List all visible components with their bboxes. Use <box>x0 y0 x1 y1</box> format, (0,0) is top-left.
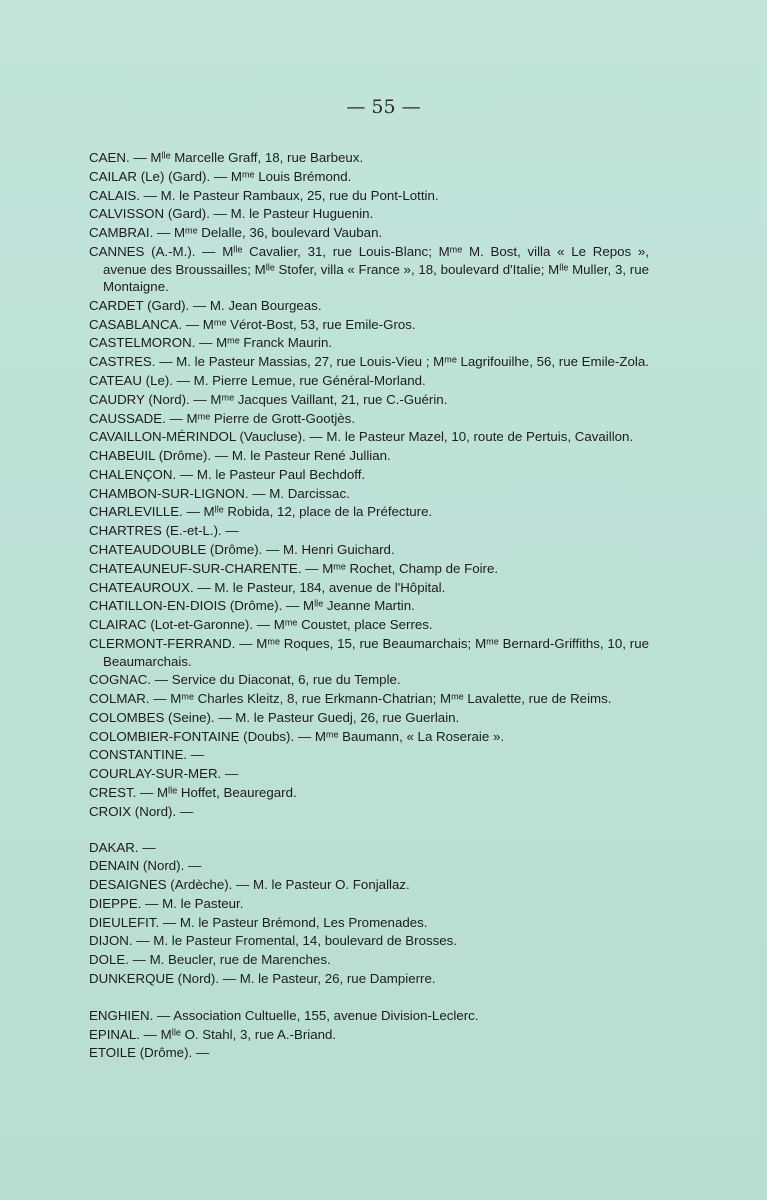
directory-entry: CAILAR (Le) (Gard). — Mᵐᵉ Louis Brémond. <box>89 168 352 184</box>
directory-entry: CONSTANTINE. — <box>89 747 204 763</box>
directory-entry: COLOMBIER-FONTAINE (Doubs). — Mᵐᵉ Baumann, « La Roseraie ». <box>89 728 505 744</box>
directory-entry: COLMAR. — Mᵐᵉ Charles Kleitz, 8, rue Erkmann-Chatrian; Mᵐᵉ Lavalette, rue de Reims. <box>89 691 612 707</box>
directory-entry: CASABLANCA. — Mᵐᵉ Vérot-Bost, 53, rue Emile-Gros. <box>89 316 416 332</box>
directory-entry: DIEPPE. — M. le Pasteur. <box>89 895 244 911</box>
directory-entry: EPINAL. — Mˡˡᵉ O. Stahl, 3, rue A.-Briand. <box>89 1026 337 1042</box>
directory-entry: CAUSSADE. — Mᵐᵉ Pierre de Grott-Gootjès. <box>89 410 356 426</box>
directory-entry: DENAIN (Nord). — <box>89 858 202 874</box>
directory-entry: DUNKERQUE (Nord). — M. le Pasteur, 26, rue Dampierre. <box>89 971 436 987</box>
directory-entry: CHATILLON-EN-DIOIS (Drôme). — Mˡˡᵉ Jeanne Martin. <box>89 598 415 614</box>
directory-entry: CREST. — Mˡˡᵉ Hoffet, Beauregard. <box>89 785 297 800</box>
directory-entry: CASTRES. — M. le Pasteur Massias, 27, rue Louis-Vieu ; Mᵐᵉ Lagrifouilhe, 56, rue Emile-Zola. <box>89 354 649 370</box>
directory-entry: CHALENÇON. — M. le Pasteur Paul Bechdoff. <box>89 466 366 482</box>
page-number: — 55 — <box>346 96 421 118</box>
directory-entry: COGNAC. — Service du Diaconat, 6, rue du Temple. <box>89 672 401 688</box>
directory-entry: CAUDRY (Nord). — Mᵐᵉ Jacques Vaillant, 21, rue C.-Guérin. <box>89 391 448 407</box>
directory-entry: CROIX (Nord). — <box>89 803 194 819</box>
directory-entry: CLERMONT-FERRAND. — Mᵐᵉ Roques, 15, rue Beaumarchais; Mᵐᵉ Bernard-Griffiths, 10, rue Beaumarchais. <box>89 635 649 669</box>
section-spacer <box>89 989 649 1007</box>
directory-entry: DOLE. — M. Beucler, rue de Marenches. <box>89 952 331 968</box>
directory-entry: CALVISSON (Gard). — M. le Pasteur Huguenin. <box>89 206 374 222</box>
directory-entry: COLOMBES (Seine). — M. le Pasteur Guedj, 26, rue Guerlain. <box>89 709 460 725</box>
section-spacer <box>89 822 649 839</box>
directory-entry: CAMBRAI. — Mᵐᵉ Delalle, 36, boulevard Vauban. <box>89 225 383 241</box>
directory-entry: COURLAY-SUR-MER. — <box>89 766 239 782</box>
directory-entry: CHATEAUROUX. — M. le Pasteur, 184, avenue de l'Hôpital. <box>89 579 446 595</box>
directory-entry: DIEULEFIT. — M. le Pasteur Brémond, Les Promenades. <box>89 914 428 930</box>
directory-entry: CHAMBON-SUR-LIGNON. — M. Darcissac. <box>89 485 350 501</box>
directory-entry: CATEAU (Le). — M. Pierre Lemue, rue Général-Morland. <box>89 373 426 388</box>
address-directory <box>89 149 649 1063</box>
directory-entry: CAVAILLON-MÉRINDOL (Vaucluse). — M. le Pasteur Mazel, 10, route de Pertuis, Cavaillon. <box>89 429 634 445</box>
directory-entry: CASTELMORON. — Mᵐᵉ Franck Maurin. <box>89 335 333 351</box>
directory-entry: CHARLEVILLE. — Mˡˡᵉ Robida, 12, place de la Préfecture. <box>89 504 433 520</box>
directory-entry: CHATEAUDOUBLE (Drôme). — M. Henri Guichard. <box>89 542 395 558</box>
directory-entry: ENGHIEN. — Association Cultuelle, 155, avenue Division-Leclerc. <box>89 1007 479 1023</box>
directory-entry: CALAIS. — M. le Pasteur Rambaux, 25, rue du Pont-Lottin. <box>89 187 439 203</box>
directory-entry: CLAIRAC (Lot-et-Garonne). — Mᵐᵉ Coustet, place Serres. <box>89 617 433 633</box>
directory-entry: CARDET (Gard). — M. Jean Bourgeas. <box>89 297 322 313</box>
directory-entry: CANNES (A.-M.). — Mˡˡᵉ Cavalier, 31, rue Louis-Blanc; Mᵐᵉ M. Bost, villa « Le Repos », avenue des Broussailles; Mˡˡᵉ Stofer, villa « France », 18, boulevard d'Italie; Mˡˡᵉ Muller, 3, rue Montaigne. <box>89 243 649 295</box>
directory-entry: ETOILE (Drôme). — <box>89 1045 210 1061</box>
directory-entry: CHATEAUNEUF-SUR-CHARENTE. — Mᵐᵉ Rochet, Champ de Foire. <box>89 560 499 576</box>
directory-entry: CAEN. — Mˡˡᵉ Marcelle Graff, 18, rue Barbeux. <box>89 150 364 165</box>
directory-entry: CHABEUIL (Drôme). — M. le Pasteur René Jullian. <box>89 448 391 464</box>
directory-entry: DAKAR. — <box>89 839 156 855</box>
directory-entry: DESAIGNES (Ardèche). — M. le Pasteur O. Fonjallaz. <box>89 877 410 893</box>
directory-entry: CHARTRES (E.-et-L.). — <box>89 523 239 539</box>
directory-entry: DIJON. — M. le Pasteur Fromental, 14, boulevard de Brosses. <box>89 933 458 949</box>
